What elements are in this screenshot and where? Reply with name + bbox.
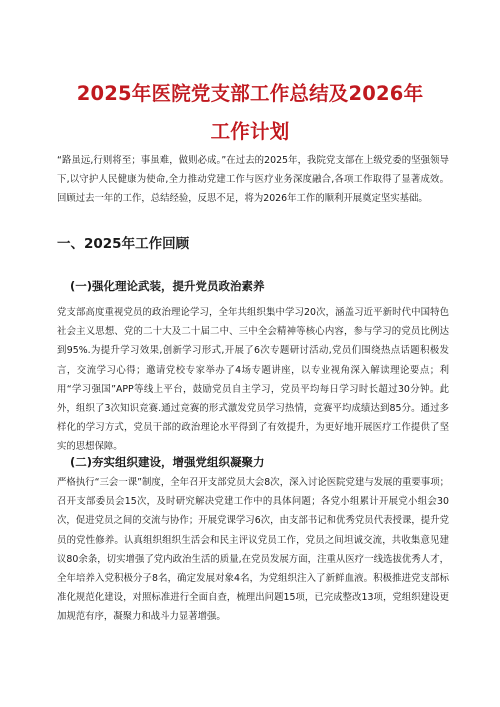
subsection-heading-theory: (一)强化理论武装，提升党员政治素养 xyxy=(70,279,265,293)
subsection-body-theory: 党支部高度重视党员的政治理论学习，全年共组织集中学习20次，涵盖习近平新时代中国特色社会主义思想、党的二十大及二十届二中、三中全会精神等核心内容，参与学习的党员比例达到95%.为提升学习效果,创新学习形式,开展了6次专题研讨活动,党员们围绕热点话题积极发言，交流学习心得；邀请党校专家举办了4场专题讲座，以专业视角深入解读理论要点；利用“学习强国”APP等线上平台，鼓励党员自主学习，党员平均每日学习时长超过30分钟。此外，组织了3次知识竞赛.通过竞赛的形式激发党员学习热情，竞赛平均成绩达到85分。通过多样化的学习方式，党员干部的政治理论水平得到了有效提升，为更好地开展医疗工作提供了坚实的思想保障。 xyxy=(57,307,449,453)
document-title-line-1: 2025年医院党支部工作总结及2026年 xyxy=(76,82,424,105)
subsection-heading-organization: (二)夯实组织建设，增强党组织凝聚力 xyxy=(70,455,265,469)
document-title-line-2: 工作计划 xyxy=(210,120,290,143)
subsection-body-organization: 严格执行“三会一课”制度，全年召开支部党员大会8次，深入讨论医院党建与发展的重要事项；召开支部委员会15次，及时研究解决党建工作中的具体问题；各党小组累计开展党小组会30次，促进党员之间的交流与协作；开展党课学习6次，由支部书记和优秀党员代表授课，提升党员的党性修养。认真组织组织生活会和民主评议党员工作，党员之间坦诚交流，共收集意见建议80余条，切实增强了党内政治生活的质量,在党员发展方面，注重从医疗一线选拔优秀人才，全年培养入党积极分子8名，确定发展对象4名，为党组织注入了新鲜血液。积极推进党支部标准化规范化建设，对照标准进行全面自查，梳理出问题15项，已完成整改13项，党组织建设更加规范有序，凝聚力和战斗力显著增强。 xyxy=(57,477,449,623)
section-heading-review: 一、2025年工作回顾 xyxy=(57,236,190,252)
intro-paragraph: “路虽远,行则将至；事虽难，做则必成。”在过去的2025年，我院党支部在上级党委的坚强领导下,以守护人民健康为使命,全力推动党建工作与医疗业务深度融合,各项工作取得了显著成效。回顾过去一年的工作，总结经验，反思不足，将为2026年工作的顺利开展奠定坚实基础。 xyxy=(57,155,449,205)
